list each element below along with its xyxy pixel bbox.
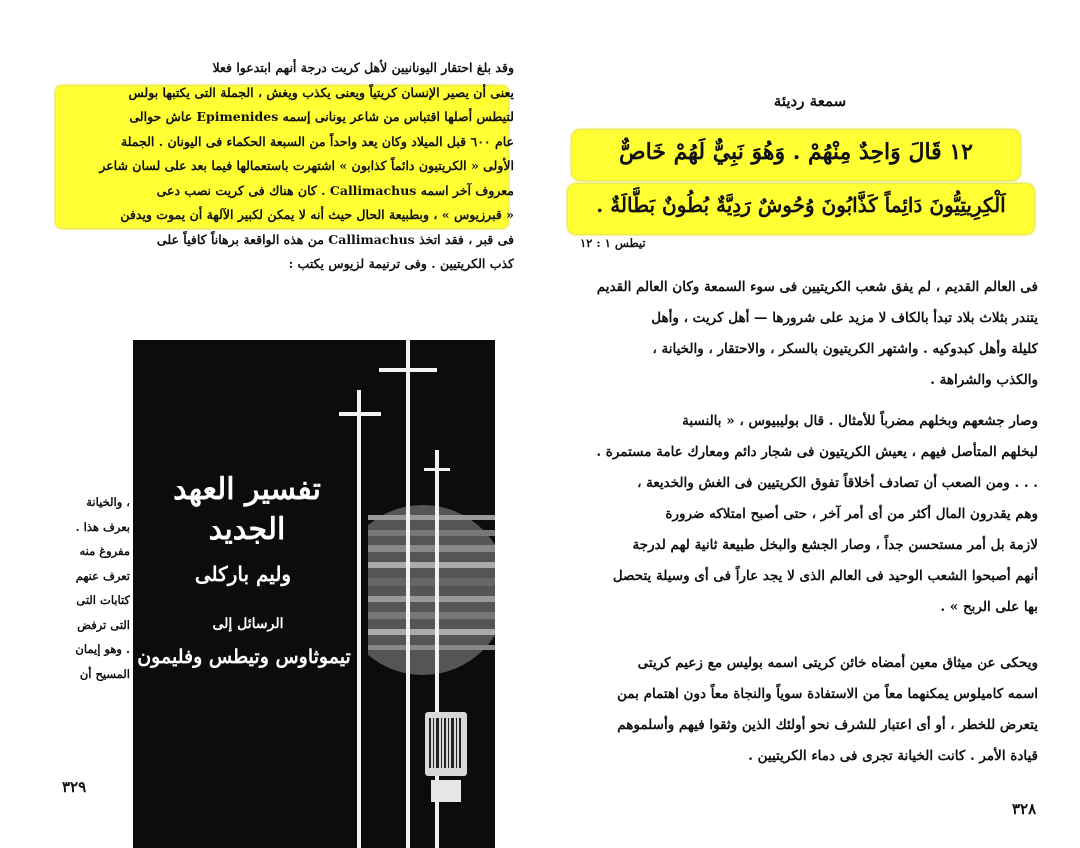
right-page [540,0,1080,848]
text-line: فى العالم القديم ، لم يفق شعب الكريتيين فى سوء السمعة وكان العالم القديم [596,279,1038,295]
paragraph [560,272,1038,396]
text-line: وصار جشعهم وبخلهم مضرباً للأمثال . قال بوليبيوس ، « بالنسبة [682,413,1038,429]
text-line: اسمه كاميلوس يمكنهما معاً من الاستفادة سوياً والنجاة معاً دون اهتمام بمن [617,686,1038,702]
verse-text: ١٢ قَالَ وَاحِدٌ مِنْهُمْ . وَهُوَ نَبِيٌّ لَهُمْ خَاصٌّ [619,139,973,165]
text-line: يتعرض للخطر ، أو أى اعتبار للشرف نحو أولئك الذين وثقوا فيهم وأسلموهم [617,717,1038,733]
text-line: . وهو إيمان [75,642,130,656]
text-line: الأولى « الكريتيون دائماً كذابون » اشتهرت باستعمالها فيما بعد على لسان شاعر [99,158,514,173]
cover-subtitle: الرسائل إلى [212,616,284,632]
text-line: والكذب والشراهة . [930,372,1038,388]
text-line: لازمة بل أمر مستحسن جداً ، وصار الجشع والبخل طبيعة ثانية لهم لدرجة [632,537,1038,553]
barcode-sticker [425,712,467,802]
cover-author: وليم باركلى [194,562,292,586]
text-line: لتيطس أصلها اقتباس من شاعر يونانى إسمه Epimenides عاش حوالى [129,109,514,124]
text-line: المسيح أن [79,666,130,681]
page-number-right: ٣٢٨ [1012,800,1037,818]
text-line: يعنى أن يصير الإنسان كريتياً ويعنى يكذب ويغش ، الجملة التى يكتبها بولس [128,84,514,100]
text-line: . . . ومن الصعب أن تصادف أخلاقاً تفوق الكريتيين فى الغش والخديعة ، [637,475,1038,491]
text-line: كتابات التى [76,593,130,607]
text-line: وقد بلغ احتقار اليونانيين لأهل كريت درجة أنهم ابتدعوا فعلا [212,60,514,75]
text-line: عام ٦٠٠ قبل الميلاد وكان يعد واحداً من السبعة الحكماء فى اليونان . الجملة [120,133,514,149]
paragraph [560,406,1038,623]
page-number-left: ٣٢٩ [62,778,87,796]
text-line: التى ترفض [77,617,130,632]
highlighted-verse-line-2 [568,184,1034,234]
verse-reference: تيطس ١ : ١٢ [580,236,646,250]
text-line: ، والخيانة [86,495,130,509]
cover-subtitle-books: تيموثاوس وتيطس وفليمون [137,646,351,668]
book-cover-image [133,340,495,848]
left-page-paragraph [60,56,514,277]
text-line: بها على الربح » . [940,599,1038,615]
cover-artwork [133,340,495,848]
text-line: وهم يقدرون المال أكثر من أى أمر آخر ، حتى أصبح امتلاكه ضرورة [665,506,1038,522]
cover-title: تفسير العهد الجديد [173,472,321,547]
text-line: « قبرزيوس » ، وبطبيعة الحال حيث أنه لا يمكن لكبير الآلهة أن يموت ويدفن [120,207,514,222]
text-line: معروف آخر اسمه Callimachus . كان هناك فى كريت نصب دعى [156,182,514,198]
text-line: تعرف عنهم [75,568,130,583]
text-line: قيادة الأمر . كانت الخيانة تجرى فى دماء الكريتيين . [748,748,1038,764]
text-line: لبخلهم المتأصل فيهم ، يعيش الكريتيون فى شجار دائم ومعارك عامة مستمرة . [596,444,1038,460]
paragraph [560,648,1038,772]
text-line: بعرف هذا . [75,519,130,534]
section-heading: سمعة رديئة [773,92,847,110]
verse-text: اَلْكِرِيتِيُّونَ دَائِماً كَذَّابُونَ وُحُوشٌ رَدِيَّةٌ بُطُونٌ بَطَّالَةٌ . [596,193,1006,217]
text-line: كليلة وأهل كبدوكيه . واشتهر الكريتيون بالسكر ، والاحتقار ، والخيانة ، [652,341,1038,357]
text-line: فى قبر ، فقد اتخذ Callimachus من هذه الواقعة برهاناً كافياً على [156,231,514,247]
highlighted-verse-line-1 [572,130,1020,180]
text-line: ويحكى عن ميثاق معين أمضاه خائن كريتى اسمه بوليس مع زعيم كريتى [637,655,1038,671]
text-line: يتندر بثلاث بلاد تبدأ بالكاف لا مزيد على شرورها — أهل كريت ، وأهل [651,310,1038,326]
text-line: أنهم أصبحوا الشعب الوحيد فى العالم الذى لا يجد عاراً فى أى وسيلة يتحصل [612,568,1038,584]
text-line: كذب الكريتيين . وفى ترنيمة لزيوس يكتب : [288,256,514,271]
left-page-side-text [60,490,130,686]
text-line: مفروغ منه [79,544,130,558]
